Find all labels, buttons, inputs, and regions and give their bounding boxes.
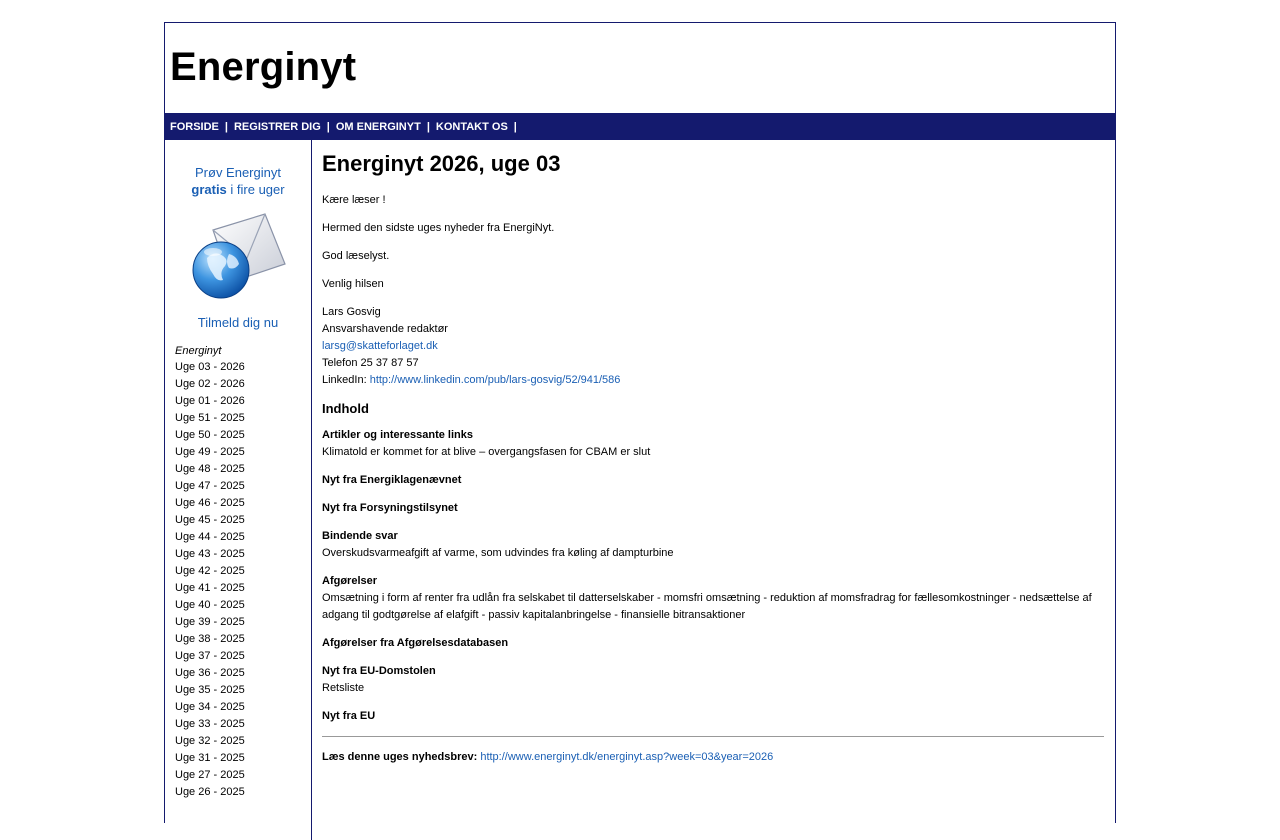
content-section xyxy=(322,500,1104,517)
section-title: Nyt fra Energiklagenævnet xyxy=(322,474,462,486)
envelope-globe-icon[interactable] xyxy=(191,212,287,302)
archive-item[interactable]: Uge 26 - 2025 xyxy=(175,786,245,798)
nav-item-registrer-dig[interactable]: REGISTRER DIG xyxy=(233,121,321,133)
content-section xyxy=(322,573,1104,624)
intro-text: Hermed den sidste uges nyheder fra EnergiNyt. xyxy=(322,222,555,234)
section-item[interactable]: Omsætning i form af renter fra udlån fra selskabet til datterselskaber - momsfri omsætning - reduktion af momsfradrag for fællesomkostninger - nedsættelse af adgang til godtgørelse af elafgift - passiv kapitalanbringelse - finansielle bitransaktioner xyxy=(322,592,1092,621)
editor-phone: Telefon 25 37 87 57 xyxy=(322,357,419,369)
archive-item[interactable]: Uge 31 - 2025 xyxy=(175,752,245,764)
archive-item[interactable]: Uge 32 - 2025 xyxy=(175,735,245,747)
nav-item-forside[interactable]: FORSIDE xyxy=(170,121,219,133)
archive-item[interactable]: Uge 45 - 2025 xyxy=(175,514,245,526)
enjoy-text: God læselyst. xyxy=(322,250,390,262)
section-title: Afgørelser fra Afgørelsesdatabasen xyxy=(322,637,509,649)
promo-line2-rest[interactable]: i fire uger xyxy=(226,182,285,197)
contents-sections xyxy=(322,427,1104,725)
section-title: Bindende svar xyxy=(322,530,398,542)
signup-link[interactable]: Tilmeld dig nu xyxy=(197,315,279,330)
regards-text: Venlig hilsen xyxy=(322,278,384,290)
read-label: Læs denne uges nyhedsbrev: xyxy=(322,751,481,763)
newsletter-link[interactable]: http://www.energinyt.dk/energinyt.asp?week=03&year=2026 xyxy=(480,751,774,763)
section-title: Nyt fra EU-Domstolen xyxy=(322,665,436,677)
section-title: Nyt fra Forsyningstilsynet xyxy=(322,502,458,514)
top-nav xyxy=(165,114,1115,140)
archive-item[interactable]: Uge 02 - 2026 xyxy=(175,378,245,390)
archive-item[interactable]: Uge 38 - 2025 xyxy=(175,633,245,645)
nav-item-kontakt-os[interactable]: KONTAKT OS xyxy=(435,121,508,133)
section-title: Nyt fra EU xyxy=(322,710,376,722)
nav-separator: | xyxy=(426,121,430,133)
archive-item[interactable]: Uge 34 - 2025 xyxy=(175,701,245,713)
archive-item[interactable]: Uge 03 - 2026 xyxy=(175,361,245,373)
archive-item[interactable]: Uge 49 - 2025 xyxy=(175,446,245,458)
section-title: Artikler og interessante links xyxy=(322,429,473,441)
content-section xyxy=(322,427,1104,461)
section-item[interactable]: Klimatold er kommet for at blive – overgangsfasen for CBAM er slut xyxy=(322,446,651,458)
linkedin-link[interactable]: http://www.linkedin.com/pub/lars-gosvig/52/941/586 xyxy=(369,374,621,386)
sidebar xyxy=(165,140,312,840)
signature xyxy=(322,304,1104,389)
archive-item[interactable]: Uge 50 - 2025 xyxy=(175,429,245,441)
site-header xyxy=(165,23,1115,114)
main-content xyxy=(322,140,1104,766)
archive-item[interactable]: Uge 43 - 2025 xyxy=(175,548,245,560)
editor-email-link[interactable]: larsg@skatteforlaget.dk xyxy=(322,340,438,352)
nav-separator: | xyxy=(224,121,228,133)
content-section xyxy=(322,663,1104,697)
read-newsletter xyxy=(322,749,1104,766)
trial-promo[interactable] xyxy=(165,164,311,198)
archive-item[interactable]: Uge 51 - 2025 xyxy=(175,412,245,424)
content-section xyxy=(322,635,1104,652)
top-nav-inner xyxy=(165,114,1115,140)
archive-item[interactable]: Uge 48 - 2025 xyxy=(175,463,245,475)
promo-bold[interactable]: gratis xyxy=(191,182,227,197)
archive-item[interactable]: Uge 33 - 2025 xyxy=(175,718,245,730)
page-frame xyxy=(164,22,1116,823)
archive-items xyxy=(175,359,245,801)
content-section xyxy=(322,708,1104,725)
greeting: Kære læser ! xyxy=(322,194,386,206)
archive-item[interactable]: Uge 36 - 2025 xyxy=(175,667,245,679)
section-item[interactable]: Retsliste xyxy=(322,682,365,694)
linkedin-label: LinkedIn: xyxy=(322,374,370,386)
editor-name: Lars Gosvig xyxy=(322,306,381,318)
archive-item[interactable]: Uge 27 - 2025 xyxy=(175,769,245,781)
archive-item[interactable]: Uge 46 - 2025 xyxy=(175,497,245,509)
archive-title: Energinyt xyxy=(175,345,222,357)
site-logo[interactable]: Energinyt xyxy=(170,45,357,89)
archive-item[interactable]: Uge 42 - 2025 xyxy=(175,565,245,577)
nav-item-om-energinyt[interactable]: OM ENERGINYT xyxy=(335,121,421,133)
archive-item[interactable]: Uge 47 - 2025 xyxy=(175,480,245,492)
editor-role: Ansvarshavende redaktør xyxy=(322,323,448,335)
archive-item[interactable]: Uge 35 - 2025 xyxy=(175,684,245,696)
content-section xyxy=(322,528,1104,562)
archive-item[interactable]: Uge 40 - 2025 xyxy=(175,599,245,611)
archive-item[interactable]: Uge 01 - 2026 xyxy=(175,395,245,407)
archive-list xyxy=(175,345,245,801)
nav-separator: | xyxy=(513,121,517,133)
nav-separator: | xyxy=(326,121,330,133)
archive-item[interactable]: Uge 41 - 2025 xyxy=(175,582,245,594)
archive-item[interactable]: Uge 39 - 2025 xyxy=(175,616,245,628)
promo-line2[interactable] xyxy=(165,181,311,198)
section-item[interactable]: Overskudsvarmeafgift af varme, som udvindes fra køling af dampturbine xyxy=(322,547,674,559)
divider xyxy=(322,736,1104,737)
archive-item[interactable]: Uge 44 - 2025 xyxy=(175,531,245,543)
contents-title: Indhold xyxy=(322,401,369,416)
archive-item[interactable]: Uge 37 - 2025 xyxy=(175,650,245,662)
page-title: Energinyt 2026, uge 03 xyxy=(322,151,561,176)
section-title: Afgørelser xyxy=(322,575,378,587)
promo-line1[interactable]: Prøv Energinyt xyxy=(195,165,281,180)
content-section xyxy=(322,472,1104,489)
